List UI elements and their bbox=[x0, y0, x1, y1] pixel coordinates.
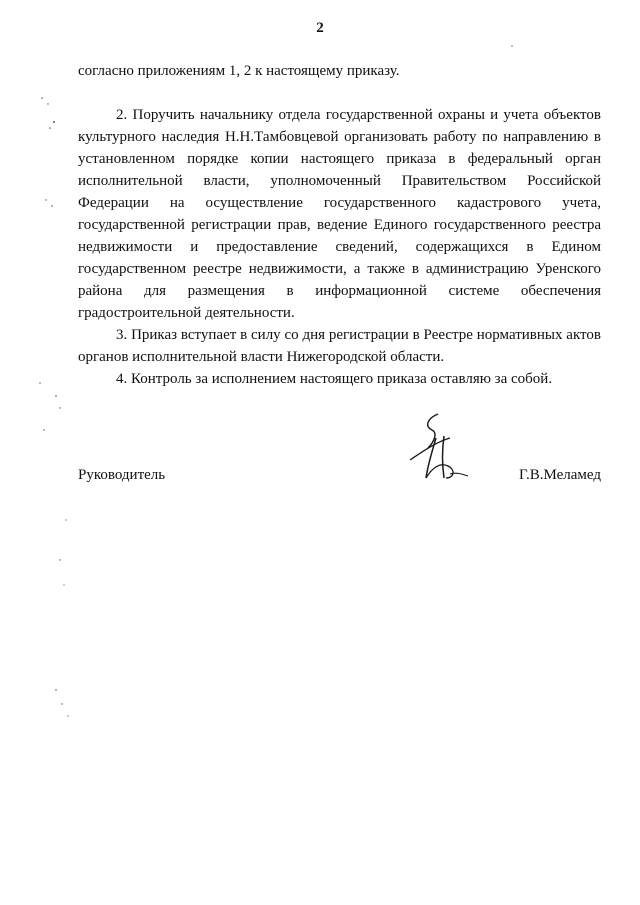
continuation-line bbox=[78, 60, 601, 82]
page-number: 2 bbox=[316, 20, 324, 36]
signatory-title: Руководитель bbox=[78, 467, 166, 483]
signatory-name: Г.В.Меламед bbox=[518, 467, 601, 483]
paragraph-4: 4. Контроль за исполнением настоящего приказа оставляю за собой. bbox=[116, 371, 553, 387]
paragraph-3: 3. Приказ вступает в силу со дня регистрации в Реестре нормативных актов органов исполнительной власти Нижегородской области. bbox=[78, 327, 601, 365]
continuation-text: согласно приложениям 1, 2 к настоящему приказу. bbox=[78, 63, 400, 79]
order-paragraphs bbox=[78, 104, 601, 390]
paragraph-2: 2. Поручить начальнику отдела государственной охраны и учета объектов культурного наследия Н.Н.Тамбовцевой организовать работу по направлению в установленном порядке копии настоящего приказа в федеральный орган исполнительной власти, уполномоченный Правительством Российской Федерации на осуществление государственного кадастрового учета, государственной регистрации прав, ведение Единого государственного реестра недвижимости и предоставление сведений, содержащихся в Едином государственном реестре недвижимости, а также в администрацию Уренского района для размещения в информационной системе обеспечения градостроительной деятельности. bbox=[78, 107, 601, 321]
signature-block bbox=[78, 467, 601, 491]
